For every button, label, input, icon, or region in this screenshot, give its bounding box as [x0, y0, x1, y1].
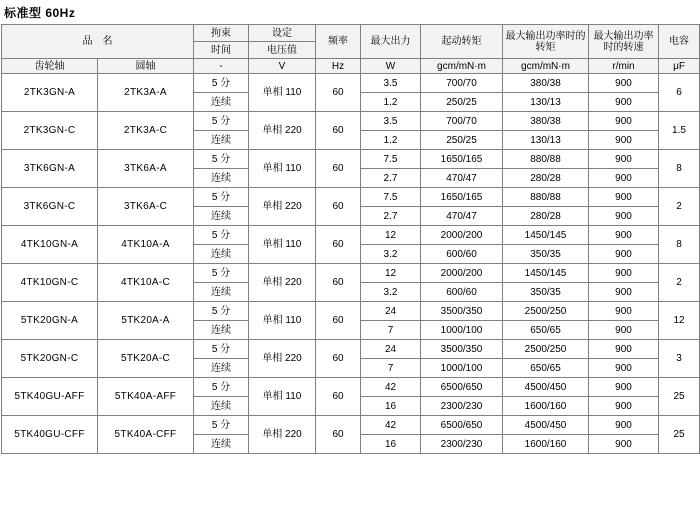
- cell-time: 5 分: [194, 150, 249, 169]
- cell-gear-shaft-model: 4TK10GN-C: [2, 264, 98, 302]
- cell-frequency: 60: [316, 150, 361, 188]
- unit-max-output-speed: r/min: [589, 59, 659, 74]
- cell-max-output-torque: 130/13: [503, 93, 589, 112]
- cell-max-output: 3.5: [361, 112, 421, 131]
- cell-capacitor: 2: [659, 264, 700, 302]
- cell-voltage: 单相 110: [249, 302, 316, 340]
- cell-max-output: 7: [361, 321, 421, 340]
- cell-max-output: 1.2: [361, 93, 421, 112]
- cell-time: 连续: [194, 283, 249, 302]
- cell-time: 5 分: [194, 340, 249, 359]
- cell-time: 5 分: [194, 112, 249, 131]
- motor-spec-table: [1, 24, 700, 454]
- cell-gear-shaft-model: 2TK3GN-C: [2, 112, 98, 150]
- cell-starting-torque: 1000/100: [421, 321, 503, 340]
- cell-max-output-speed: 900: [589, 264, 659, 283]
- cell-capacitor: 12: [659, 302, 700, 340]
- cell-time: 5 分: [194, 378, 249, 397]
- cell-gear-shaft-model: 5TK40GU-CFF: [2, 416, 98, 454]
- table-row: [2, 112, 700, 131]
- cell-starting-torque: 1000/100: [421, 359, 503, 378]
- cell-max-output-torque: 380/38: [503, 112, 589, 131]
- cell-max-output: 2.7: [361, 169, 421, 188]
- cell-capacitor: 2: [659, 188, 700, 226]
- unit-capacitor: μF: [659, 59, 700, 74]
- cell-starting-torque: 470/47: [421, 169, 503, 188]
- cell-frequency: 60: [316, 340, 361, 378]
- cell-max-output-torque: 880/88: [503, 188, 589, 207]
- cell-max-output-speed: 900: [589, 169, 659, 188]
- cell-max-output: 7.5: [361, 150, 421, 169]
- cell-voltage: 单相 220: [249, 340, 316, 378]
- cell-starting-torque: 2000/200: [421, 226, 503, 245]
- cell-max-output-torque: 4500/450: [503, 378, 589, 397]
- header-restraint: 拘束: [194, 25, 249, 42]
- cell-voltage: 单相 220: [249, 112, 316, 150]
- header-voltage: 电压值: [249, 42, 316, 59]
- header-gear-shaft: 齿轮轴: [2, 59, 98, 74]
- cell-voltage: 单相 110: [249, 226, 316, 264]
- table-row: [2, 150, 700, 169]
- cell-max-output-torque: 350/35: [503, 283, 589, 302]
- cell-time: 连续: [194, 131, 249, 150]
- cell-starting-torque: 6500/650: [421, 378, 503, 397]
- cell-voltage: 单相 220: [249, 416, 316, 454]
- cell-voltage: 单相 110: [249, 150, 316, 188]
- header-max-output-torque: 最大输出功率时的转矩: [503, 25, 589, 59]
- cell-max-output-speed: 900: [589, 416, 659, 435]
- cell-starting-torque: 3500/350: [421, 340, 503, 359]
- cell-starting-torque: 3500/350: [421, 302, 503, 321]
- cell-time: 5 分: [194, 416, 249, 435]
- cell-time: 5 分: [194, 188, 249, 207]
- cell-gear-shaft-model: 3TK6GN-C: [2, 188, 98, 226]
- unit-voltage: V: [249, 59, 316, 74]
- cell-starting-torque: 1650/165: [421, 188, 503, 207]
- cell-frequency: 60: [316, 378, 361, 416]
- cell-starting-torque: 250/25: [421, 93, 503, 112]
- cell-time: 5 分: [194, 264, 249, 283]
- header-time: 时间: [194, 42, 249, 59]
- cell-max-output: 16: [361, 397, 421, 416]
- header-setting: 设定: [249, 25, 316, 42]
- cell-gear-shaft-model: 3TK6GN-A: [2, 150, 98, 188]
- cell-starting-torque: 2300/230: [421, 435, 503, 454]
- cell-starting-torque: 470/47: [421, 207, 503, 226]
- table-row: [2, 378, 700, 397]
- cell-max-output-torque: 130/13: [503, 131, 589, 150]
- cell-gear-shaft-model: 2TK3GN-A: [2, 74, 98, 112]
- cell-max-output-torque: 2500/250: [503, 302, 589, 321]
- cell-max-output: 24: [361, 302, 421, 321]
- cell-max-output-torque: 350/35: [503, 245, 589, 264]
- cell-max-output: 3.2: [361, 245, 421, 264]
- header-starting-torque: 起动转矩: [421, 25, 503, 59]
- cell-max-output-speed: 900: [589, 283, 659, 302]
- cell-capacitor: 25: [659, 378, 700, 416]
- cell-max-output-speed: 900: [589, 131, 659, 150]
- cell-time: 连续: [194, 435, 249, 454]
- table-row: [2, 264, 700, 283]
- cell-voltage: 单相 110: [249, 74, 316, 112]
- cell-max-output-speed: 900: [589, 340, 659, 359]
- cell-starting-torque: 2000/200: [421, 264, 503, 283]
- cell-starting-torque: 700/70: [421, 112, 503, 131]
- cell-capacitor: 3: [659, 340, 700, 378]
- cell-starting-torque: 2300/230: [421, 397, 503, 416]
- unit-max-output-torque: gcm/mN·m: [503, 59, 589, 74]
- cell-voltage: 单相 220: [249, 188, 316, 226]
- cell-max-output: 3.5: [361, 74, 421, 93]
- cell-time: 连续: [194, 397, 249, 416]
- cell-round-shaft-model: 5TK40A-AFF: [98, 378, 194, 416]
- cell-max-output-torque: 1450/145: [503, 264, 589, 283]
- cell-capacitor: 6: [659, 74, 700, 112]
- cell-max-output-speed: 900: [589, 74, 659, 93]
- cell-max-output-speed: 900: [589, 302, 659, 321]
- cell-voltage: 单相 220: [249, 264, 316, 302]
- cell-capacitor: 8: [659, 150, 700, 188]
- cell-frequency: 60: [316, 188, 361, 226]
- cell-time: 连续: [194, 207, 249, 226]
- cell-max-output: 7: [361, 359, 421, 378]
- cell-max-output-speed: 900: [589, 207, 659, 226]
- table-row: [2, 188, 700, 207]
- cell-starting-torque: 250/25: [421, 131, 503, 150]
- cell-gear-shaft-model: 5TK40GU-AFF: [2, 378, 98, 416]
- cell-max-output: 1.2: [361, 131, 421, 150]
- table-row: [2, 340, 700, 359]
- cell-time: 连续: [194, 169, 249, 188]
- cell-round-shaft-model: 5TK20A-C: [98, 340, 194, 378]
- cell-frequency: 60: [316, 74, 361, 112]
- unit-frequency: Hz: [316, 59, 361, 74]
- cell-frequency: 60: [316, 226, 361, 264]
- cell-max-output-torque: 280/28: [503, 169, 589, 188]
- table-row: [2, 416, 700, 435]
- page-title: 标准型 60Hz: [4, 6, 76, 20]
- header-product-name: 品 名: [2, 25, 194, 59]
- cell-starting-torque: 600/60: [421, 245, 503, 264]
- cell-gear-shaft-model: 5TK20GN-C: [2, 340, 98, 378]
- cell-time: 连续: [194, 93, 249, 112]
- cell-max-output-speed: 900: [589, 435, 659, 454]
- cell-round-shaft-model: 5TK20A-A: [98, 302, 194, 340]
- cell-max-output-speed: 900: [589, 245, 659, 264]
- cell-max-output-torque: 2500/250: [503, 340, 589, 359]
- cell-max-output-speed: 900: [589, 321, 659, 340]
- table-row: [2, 74, 700, 93]
- cell-time: 连续: [194, 245, 249, 264]
- unit-starting-torque: gcm/mN·m: [421, 59, 503, 74]
- cell-round-shaft-model: 5TK40A-CFF: [98, 416, 194, 454]
- cell-starting-torque: 600/60: [421, 283, 503, 302]
- cell-max-output: 2.7: [361, 207, 421, 226]
- cell-max-output: 16: [361, 435, 421, 454]
- cell-max-output-speed: 900: [589, 93, 659, 112]
- header-frequency: 频率: [316, 25, 361, 59]
- cell-round-shaft-model: 3TK6A-A: [98, 150, 194, 188]
- cell-max-output-speed: 900: [589, 188, 659, 207]
- cell-time: 连续: [194, 321, 249, 340]
- table-row: [2, 302, 700, 321]
- cell-frequency: 60: [316, 416, 361, 454]
- cell-max-output-torque: 1450/145: [503, 226, 589, 245]
- cell-max-output: 7.5: [361, 188, 421, 207]
- cell-max-output-torque: 380/38: [503, 74, 589, 93]
- unit-max-output: W: [361, 59, 421, 74]
- cell-max-output: 3.2: [361, 283, 421, 302]
- cell-max-output-torque: 650/65: [503, 321, 589, 340]
- cell-capacitor: 1.5: [659, 112, 700, 150]
- cell-max-output-torque: 280/28: [503, 207, 589, 226]
- header-round-shaft: 圆轴: [98, 59, 194, 74]
- cell-max-output-speed: 900: [589, 150, 659, 169]
- cell-frequency: 60: [316, 112, 361, 150]
- cell-max-output-speed: 900: [589, 226, 659, 245]
- cell-max-output: 42: [361, 416, 421, 435]
- cell-max-output: 42: [361, 378, 421, 397]
- header-max-output-speed: 最大输出功率时的转速: [589, 25, 659, 59]
- table-row: [2, 226, 700, 245]
- cell-max-output-torque: 1600/160: [503, 435, 589, 454]
- header-capacitor: 电容: [659, 25, 700, 59]
- table-header: [2, 25, 700, 74]
- cell-starting-torque: 700/70: [421, 74, 503, 93]
- cell-time: 5 分: [194, 74, 249, 93]
- cell-time: 连续: [194, 359, 249, 378]
- cell-max-output-speed: 900: [589, 378, 659, 397]
- cell-frequency: 60: [316, 302, 361, 340]
- cell-voltage: 单相 110: [249, 378, 316, 416]
- cell-max-output-torque: 1600/160: [503, 397, 589, 416]
- cell-starting-torque: 6500/650: [421, 416, 503, 435]
- cell-round-shaft-model: 4TK10A-C: [98, 264, 194, 302]
- header-max-output: 最大出力: [361, 25, 421, 59]
- cell-max-output-torque: 880/88: [503, 150, 589, 169]
- cell-max-output: 12: [361, 264, 421, 283]
- cell-max-output-torque: 650/65: [503, 359, 589, 378]
- cell-gear-shaft-model: 4TK10GN-A: [2, 226, 98, 264]
- cell-max-output: 24: [361, 340, 421, 359]
- cell-max-output-speed: 900: [589, 112, 659, 131]
- cell-time: 5 分: [194, 226, 249, 245]
- cell-round-shaft-model: 2TK3A-A: [98, 74, 194, 112]
- cell-round-shaft-model: 3TK6A-C: [98, 188, 194, 226]
- cell-round-shaft-model: 4TK10A-A: [98, 226, 194, 264]
- unit-time: -: [194, 59, 249, 74]
- cell-round-shaft-model: 2TK3A-C: [98, 112, 194, 150]
- cell-max-output-speed: 900: [589, 359, 659, 378]
- cell-capacitor: 8: [659, 226, 700, 264]
- table-body: [2, 74, 700, 454]
- cell-gear-shaft-model: 5TK20GN-A: [2, 302, 98, 340]
- cell-max-output: 12: [361, 226, 421, 245]
- cell-frequency: 60: [316, 264, 361, 302]
- cell-max-output-torque: 4500/450: [503, 416, 589, 435]
- cell-starting-torque: 1650/165: [421, 150, 503, 169]
- cell-capacitor: 25: [659, 416, 700, 454]
- cell-time: 5 分: [194, 302, 249, 321]
- cell-max-output-speed: 900: [589, 397, 659, 416]
